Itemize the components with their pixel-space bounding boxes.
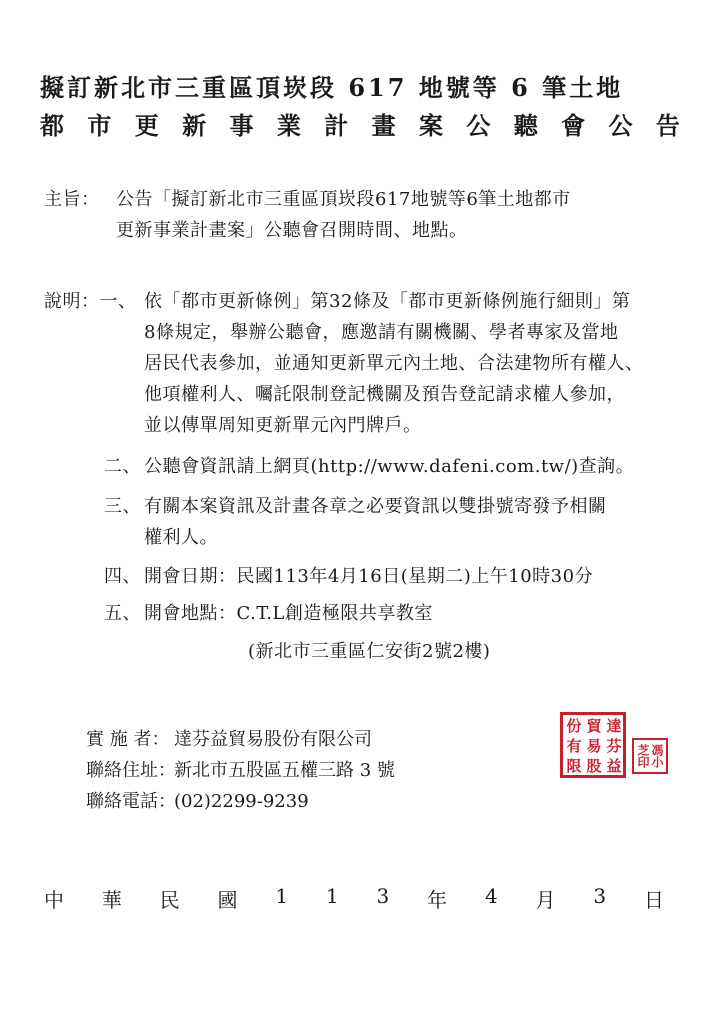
item-line: 他項權利人、囑託限制登記機關及預告登記請求權人參加， [144, 384, 625, 405]
description-item-5 [144, 598, 433, 629]
title-char: 告 [655, 111, 680, 140]
title-char: 業 [276, 111, 301, 140]
date-char: 3 [376, 884, 390, 908]
issue-date [44, 884, 664, 913]
seal-char: 有 [564, 737, 583, 753]
implementer-name-row [86, 726, 372, 754]
title-char: 會 [561, 111, 586, 140]
seal-char: 印 [636, 756, 650, 768]
item-number: 三、 [104, 496, 141, 517]
item-line: 並以傳單周知更新單元內門牌戶。 [144, 415, 422, 436]
implementer-name-label: 實 施 者： [86, 729, 170, 750]
item-line: 8條規定，舉辦公聽會，應邀請有關機關、學者專家及當地 [144, 322, 619, 343]
title-line-1: 擬訂新北市三重區頂崁段 617 地號等 6 筆土地 [40, 73, 624, 102]
date-char: 中 [44, 888, 64, 912]
date-char: 日 [643, 888, 664, 912]
implementer-phone-label: 聯絡電話： [86, 791, 176, 812]
personal-seal [632, 738, 668, 774]
item-number: 五、 [104, 603, 141, 624]
subject-line: 公告「擬訂新北市三重區頂崁段617地號等6筆土地都市 [116, 189, 571, 210]
date-char: 年 [427, 888, 448, 912]
implementer-phone-row [86, 788, 309, 816]
date-char: 1 [275, 884, 289, 908]
date-char: 華 [101, 888, 122, 912]
description-label [44, 286, 137, 317]
date-char: 1 [325, 884, 339, 908]
item-line: 依「都市更新條例」第32條及「都市更新條例施行細則」第 [144, 291, 631, 312]
item-line: 有關本案資訊及計畫各章之必要資訊以雙掛號寄發予相關 [144, 496, 607, 517]
description-item-1 [144, 286, 644, 441]
seal-char: 限 [564, 757, 583, 773]
company-seal [560, 712, 626, 778]
item-line: 權利人。 [144, 527, 218, 548]
subject-body [116, 184, 571, 246]
title-char: 更 [134, 111, 159, 140]
title-char: 市 [87, 111, 112, 140]
description-label-text: 說明： [44, 291, 100, 312]
implementer-address: 新北市五股區五權三路 3 號 [174, 760, 395, 781]
seal-char: 股 [584, 757, 603, 773]
title-line-2 [40, 106, 680, 141]
title-char: 案 [419, 111, 443, 140]
title-char: 新 [182, 111, 207, 140]
implementer-phone: (02)2299-9239 [174, 791, 309, 812]
date-char: 4 [484, 884, 498, 908]
date-char: 3 [593, 884, 607, 908]
item-line: 居民代表參加，並通知更新單元內土地、合法建物所有權人、 [144, 353, 644, 374]
item-line: 開會日期：民國113年4月16日(星期二)上午10時30分 [144, 566, 594, 587]
seal-char: 達 [604, 717, 623, 733]
title-char: 公 [466, 111, 491, 140]
seal-char: 貿 [584, 717, 603, 733]
title-char: 計 [324, 111, 349, 140]
seal-char: 芝 [636, 744, 650, 756]
seal-char: 芬 [604, 737, 623, 753]
item-number: 四、 [104, 566, 141, 587]
item-line: 公聽會資訊請上網頁(http://www.dafeni.com.tw/)查詢。 [144, 456, 635, 477]
title-char: 聽 [513, 111, 538, 140]
subject-label: 主旨： [44, 189, 100, 210]
date-char: 民 [159, 888, 180, 912]
seal-char: 份 [564, 717, 583, 733]
implementer-address-row [86, 757, 395, 785]
seal-char: 易 [584, 737, 603, 753]
seal-char: 馮 [650, 744, 664, 756]
implementer-address-label: 聯絡住址： [86, 760, 176, 781]
description-item-3 [144, 491, 607, 553]
description-item-4 [144, 561, 593, 592]
title-char: 事 [229, 111, 254, 140]
seal-char: 小 [650, 756, 664, 768]
description-item-2 [144, 451, 634, 482]
seal-char: 益 [604, 757, 623, 773]
date-char: 國 [217, 888, 238, 912]
subject-line: 更新事業計畫案」公聽會召開時間、地點。 [116, 220, 468, 241]
item-line: 開會地點：C.T.L創造極限共享教室 [144, 603, 433, 624]
implementer-name: 達芬益貿易股份有限公司 [174, 729, 372, 750]
item-number: 二、 [104, 456, 141, 477]
date-char: 月 [535, 888, 556, 912]
item-number: 一、 [99, 291, 137, 312]
item-line: (新北市三重區仁安街2號2樓) [248, 641, 491, 662]
title-char: 畫 [371, 111, 396, 140]
title-char: 公 [608, 111, 633, 140]
title-char: 都 [40, 111, 64, 140]
